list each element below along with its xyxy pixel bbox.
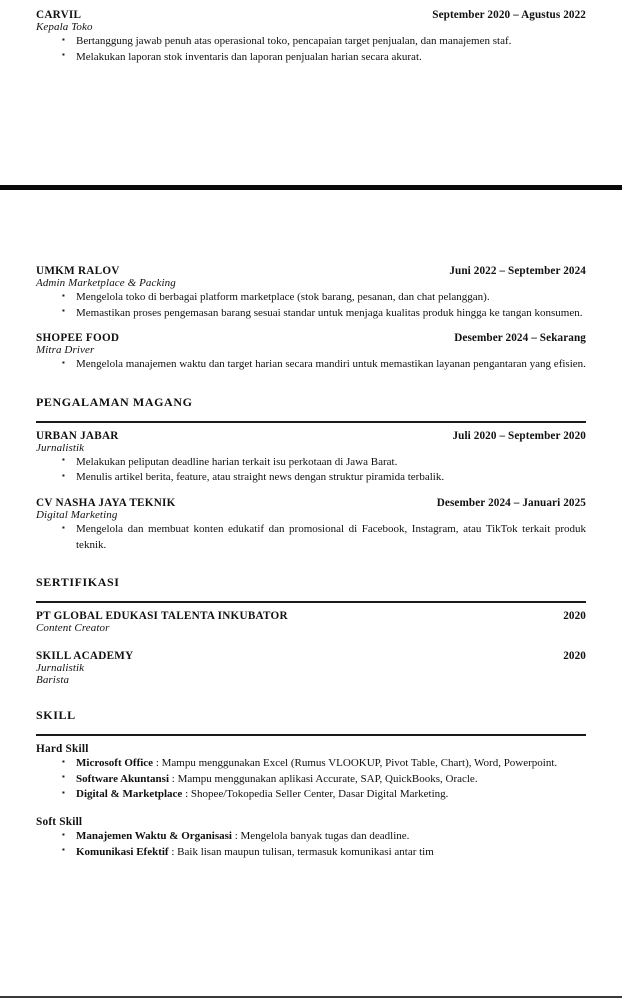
entry-organization: UMKM RALOV [36,265,120,277]
entry-header [36,650,586,662]
entry-bullet-list [36,290,586,321]
section-divider [36,421,586,423]
section-divider [36,601,586,603]
list-item: ▪ Mengelola toko di berbagai platform marketplace (stok barang, pesanan, dan chat pelanggan). [36,290,586,306]
sheet-bottom-border [0,996,622,998]
entry-bullet-list [36,357,586,373]
list-item: ▪ Memastikan proses pengemasan barang sesuai standar untuk menjaga kualitas produk hingga ke tangan konsumen. [36,306,586,322]
list-item: ▪ Melakukan peliputan deadline harian terkait isu perkotaan di Jawa Barat. [36,455,586,471]
list-item [36,829,586,845]
list-item [36,772,586,788]
list-item [36,787,586,803]
entry-organization: SHOPEE FOOD [36,332,120,345]
skill-label: Digital & Marketplace [76,788,183,801]
experience-entry [36,265,586,321]
entry-header [36,430,586,442]
skill-label: Microsoft Office [76,757,154,770]
skill-detail: : Mampu menggunakan aplikasi Accurate, SAP, QuickBooks, Oracle. [169,772,478,785]
section-heading-certification: SERTIFIKASI [36,575,120,590]
entry-organization: PT GLOBAL EDUKASI TALENTA INKUBATOR [36,610,288,623]
spacer [36,636,586,650]
entry-role: Jurnalistik [36,662,85,675]
skill-detail: : Mengelola banyak tugas dan deadline. [231,830,410,843]
entry-period: Juni 2022 – September 2024 [449,265,586,277]
entry-organization: CV NASHA JAYA TEKNIK [36,497,176,510]
entry-period: 2020 [563,650,586,663]
skill-detail: : Shopee/Tokopedia Seller Center, Dasar Digital Marketing. [182,788,449,801]
list-item: ▪ Mengelola dan membuat konten edukatif dan promosional di Facebook, Instagram, atau TikTok terkait produk teknik. [36,522,586,553]
skill-group-title: Soft Skill [36,816,83,829]
list-item: ▪ Melakukan laporan stok inventaris dan laporan penjualan harian secara akurat. [36,50,586,66]
document-page-one [0,0,622,185]
list-item: ▪ Menulis artikel berita, feature, atau straight news dengan struktur piramida terbalik. [36,470,586,486]
certification-entry [36,650,586,686]
internship-entry [36,430,586,486]
list-item [36,845,586,861]
skill-bullet-list [36,756,586,803]
entry-organization: SKILL ACADEMY [36,650,134,663]
entry-role: Digital Marketing [36,509,118,522]
entry-role: Barista [36,674,70,687]
entry-period: September 2020 – Agustus 2022 [432,9,586,21]
entry-header [36,610,586,622]
entry-role: Mitra Driver [36,344,95,357]
entry-role: Content Creator [36,622,110,635]
entry-period: Juli 2020 – September 2020 [452,429,586,442]
section-divider [36,734,586,736]
entry-bullet-list [36,522,586,553]
entry-role: Admin Marketplace & Packing [36,277,176,289]
spacer [36,488,586,497]
skill-detail: : Baik lisan maupun tulisan, termasuk komunikasi antar tim [168,845,434,858]
entry-header [36,332,586,344]
skill-detail: : Mampu menggunakan Excel (Rumus VLOOKUP, Pivot Table, Chart), Word, Powerpoint. [153,757,558,770]
list-item: ▪ Mengelola manajemen waktu dan target harian secara mandiri untuk memastikan layanan pengantaran yang efisien. [36,357,586,373]
internship-entry [36,497,586,553]
skill-label: Komunikasi Efektif [76,845,169,858]
skill-group-hard [36,743,586,803]
entry-bullet-list [36,34,586,65]
entry-organization: URBAN JABAR [36,429,119,442]
skill-label: Manajemen Waktu & Organisasi [76,830,232,843]
entry-header [36,9,586,21]
skill-group-soft [36,816,586,860]
entry-period: Desember 2024 – Sekarang [454,332,586,345]
entry-period: Desember 2024 – Januari 2025 [436,497,586,510]
skill-label: Software Akuntansi [76,772,170,785]
list-item: ▪ Bertanggung jawab penuh atas operasional toko, pencapaian target penjualan, dan manajemen staf. [36,34,586,50]
entry-role: Jurnalistik [36,441,85,454]
entry-role: Kepala Toko [36,21,93,33]
list-item [36,756,586,772]
certification-entry [36,610,586,634]
experience-entry [36,332,586,373]
entry-header [36,265,586,277]
skill-group-title: Hard Skill [36,743,89,756]
entry-organization: CARVIL [36,9,82,21]
entry-bullet-list [36,455,586,486]
entry-period: 2020 [563,610,586,623]
entry-header [36,497,586,509]
skill-bullet-list [36,829,586,860]
document-page-two [0,190,622,998]
spacer [36,323,586,332]
section-heading-internship: PENGALAMAN MAGANG [36,394,193,409]
experience-entry [36,9,586,65]
section-heading-skill: SKILL [36,708,76,723]
